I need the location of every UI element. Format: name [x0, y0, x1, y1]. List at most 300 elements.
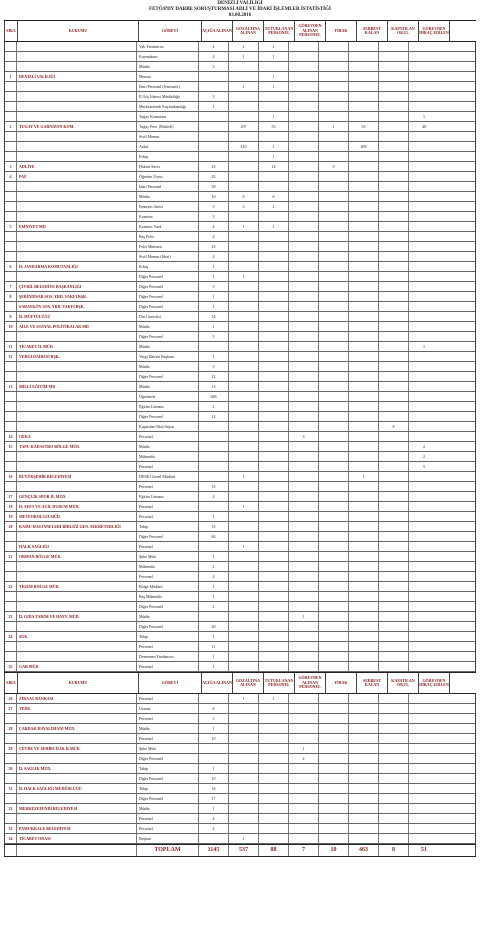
total-ihrac: 51: [421, 847, 427, 853]
row-kurum: ÇİVRİL BELEDİYE BAŞKANLIĞI: [17, 282, 137, 291]
row-value: [229, 784, 259, 793]
row-value: [229, 642, 259, 651]
row-value: 2: [199, 252, 229, 261]
row-value: [379, 662, 409, 671]
row-gorev: Personel: [137, 662, 199, 671]
row-value: [259, 312, 289, 321]
row-value: [199, 744, 229, 753]
row-kurum: [17, 652, 137, 661]
row-value: 1: [423, 344, 425, 349]
row-value: 1: [229, 694, 259, 703]
row-sira: [5, 562, 17, 571]
row-value: [379, 532, 409, 541]
table-row: [5, 452, 475, 462]
row-gorev: Tabip: [137, 632, 199, 641]
row-value: [349, 734, 379, 743]
row-value: [319, 212, 349, 221]
row-value: [259, 302, 289, 311]
row-value: 1: [199, 764, 229, 773]
row-value: [289, 764, 319, 773]
row-sira: 5: [5, 222, 17, 231]
row-value: [349, 222, 379, 231]
row-value: [349, 704, 379, 713]
row-value: [319, 632, 349, 641]
row-sira: 1: [5, 72, 17, 81]
row-value: [349, 72, 379, 81]
row-kurum: [17, 794, 137, 803]
row-value: [379, 784, 409, 793]
row-value: 6: [259, 192, 289, 201]
row-kurum: TAPU KADASTRO BÖLGE MÜD.: [17, 442, 137, 451]
row-value: [409, 132, 439, 141]
row-gorev: Personel: [137, 814, 199, 823]
row-sira: 23: [5, 612, 17, 621]
row-value: [229, 612, 259, 621]
table-row: [5, 142, 475, 152]
row-value: [289, 582, 319, 591]
row-kurum: [17, 622, 137, 631]
row-value: [289, 502, 319, 511]
header-sira: SIRA: [4, 673, 18, 693]
row-gorev: Kaymakam: [137, 52, 199, 61]
row-value: 23: [199, 242, 229, 251]
row-kurum: [17, 372, 137, 381]
row-value: [289, 392, 319, 401]
row-value: [229, 632, 259, 641]
row-value: 1: [199, 322, 229, 331]
row-value: [259, 814, 289, 823]
row-value: [319, 582, 349, 591]
row-value: [409, 794, 439, 803]
row-gorev: Müdür: [137, 442, 199, 451]
table-row: [5, 662, 475, 672]
row-sira: [5, 332, 17, 341]
row-gorev: Merkezefendi Kaymakamlığı: [137, 102, 199, 111]
row-value: [409, 382, 439, 391]
row-value: [259, 62, 289, 71]
row-kurum: ADLİYE: [17, 162, 137, 171]
row-value: 5: [199, 362, 229, 371]
row-value: [259, 602, 289, 611]
row-value: [379, 482, 409, 491]
row-value: [199, 422, 229, 431]
row-value: [229, 572, 259, 581]
row-value: [379, 382, 409, 391]
row-gorev: Müdür: [137, 342, 199, 351]
row-value: [379, 192, 409, 201]
row-value: [379, 332, 409, 341]
row-value: [349, 102, 379, 111]
row-value: [229, 522, 259, 531]
table-row: [5, 572, 475, 582]
row-value: 1: [199, 302, 229, 311]
row-value: [259, 422, 289, 431]
row-value: 2: [289, 754, 319, 763]
row-kurum: [17, 142, 137, 151]
row-value: [379, 102, 409, 111]
row-gorev: Vali Yardımcısı: [137, 42, 199, 51]
row-value: [229, 92, 259, 101]
row-value: [229, 162, 259, 171]
table-row: [5, 92, 475, 102]
row-kurum: [17, 422, 137, 431]
row-value: [289, 292, 319, 301]
row-kurum: İL GIDA TARIM VE HAYV. MÜD.: [17, 612, 137, 621]
totals-spacer: [5, 845, 17, 856]
row-gorev: Müdür: [137, 804, 199, 813]
row-value: [289, 704, 319, 713]
row-value: [229, 102, 259, 111]
row-value: [409, 202, 439, 211]
row-value: [409, 282, 439, 291]
row-value: [199, 452, 229, 461]
row-value: 10: [199, 734, 229, 743]
row-kurum: DENİZLİ VALİLİĞİ: [17, 72, 137, 81]
table-row: [5, 292, 475, 302]
row-gorev: Komiser: [137, 212, 199, 221]
row-value: [229, 824, 259, 833]
row-value: [379, 704, 409, 713]
row-sira: 4: [5, 172, 17, 181]
row-value: [289, 322, 319, 331]
row-kurum: [17, 82, 137, 91]
row-value: [229, 72, 259, 81]
row-gorev: Eğitim Uzmanı: [137, 402, 199, 411]
row-gorev: Diğer Personel: [137, 372, 199, 381]
row-value: [409, 332, 439, 341]
row-sira: [5, 642, 17, 651]
row-kurum: [17, 212, 137, 221]
row-sira: 24: [5, 632, 17, 641]
row-sira: [5, 714, 17, 723]
row-value: [319, 342, 349, 351]
row-sira: 34: [5, 834, 17, 843]
row-value: [199, 432, 229, 441]
row-gorev: Personel: [137, 432, 199, 441]
row-value: [289, 602, 319, 611]
row-value: [259, 562, 289, 571]
row-value: [229, 362, 259, 371]
row-value: [289, 82, 319, 91]
header-aciga: AÇIĞA ALINAN: [202, 673, 233, 693]
row-value: [379, 814, 409, 823]
row-value: [349, 612, 379, 621]
row-sira: 11: [5, 342, 17, 351]
row-value: [379, 512, 409, 521]
header-serbest: SERBEST KALAN: [357, 673, 388, 693]
row-value: [319, 662, 349, 671]
row-kurum: [17, 592, 137, 601]
row-value: [349, 352, 379, 361]
row-value: [409, 774, 439, 783]
row-gorev: Tuğay Pers. (Rütbeli): [137, 122, 199, 131]
title-line-2: FETÖ/PDY DARBE SORUŞTURMASI ADLİ VE İDARİ İŞLEMLER İSTATİSTİĞİ: [149, 7, 331, 12]
row-value: 2: [199, 492, 229, 501]
row-kurum: [17, 272, 137, 281]
row-value: [229, 242, 259, 251]
row-value: [319, 412, 349, 421]
row-sira: 27: [5, 704, 17, 713]
row-kurum: [17, 412, 137, 421]
row-value: [229, 622, 259, 631]
row-gorev: Tabip: [137, 522, 199, 531]
row-sira: [5, 532, 17, 541]
row-value: [289, 192, 319, 201]
row-value: [349, 582, 379, 591]
row-value: [409, 92, 439, 101]
row-value: [229, 292, 259, 301]
row-value: [259, 352, 289, 361]
row-value: [259, 232, 289, 241]
row-value: [289, 694, 319, 703]
row-value: [349, 432, 379, 441]
row-value: [319, 542, 349, 551]
row-value: [199, 152, 229, 161]
table-row: [5, 522, 475, 532]
row-value: [319, 352, 349, 361]
row-value: 5: [199, 202, 229, 211]
row-sira: [5, 102, 17, 111]
table-row: [5, 112, 475, 122]
row-value: [319, 482, 349, 491]
row-value: [349, 192, 379, 201]
table-row: [5, 252, 475, 262]
row-value: [229, 152, 259, 161]
row-value: [289, 422, 319, 431]
row-value: [259, 642, 289, 651]
row-sira: [5, 652, 17, 661]
row-gorev: Müdür: [137, 612, 199, 621]
row-value: [349, 62, 379, 71]
row-value: [319, 774, 349, 783]
row-gorev: Diğer Personel: [137, 602, 199, 611]
row-value: [379, 172, 409, 181]
row-value: [289, 442, 319, 451]
row-sira: 17: [5, 492, 17, 501]
row-value: [319, 714, 349, 723]
row-value: [349, 202, 379, 211]
row-value: 16: [199, 784, 229, 793]
row-gorev: Mühendis: [137, 452, 199, 461]
row-value: [409, 352, 439, 361]
row-value: [259, 744, 289, 753]
row-value: [229, 804, 259, 813]
header-kurum: KURUMU: [18, 673, 139, 693]
row-value: [259, 734, 289, 743]
row-value: [229, 182, 259, 191]
row-kurum: SARAYKÖY SOS. YRD. VAKFI BŞK.: [17, 302, 137, 311]
row-sira: [5, 362, 17, 371]
row-value: [379, 152, 409, 161]
row-value: 107: [229, 122, 259, 131]
row-gorev: Tabip: [137, 784, 199, 793]
row-value: [349, 552, 379, 561]
row-gorev: Personel: [137, 542, 199, 551]
row-value: [259, 212, 289, 221]
row-value: [409, 652, 439, 661]
row-value: 20: [199, 622, 229, 631]
row-value: [289, 92, 319, 101]
row-value: [289, 492, 319, 501]
row-value: 23: [199, 162, 229, 171]
row-value: [289, 472, 319, 481]
row-value: [289, 714, 319, 723]
row-kurum: TEDK: [17, 704, 137, 713]
row-value: [409, 422, 439, 431]
table-row: [5, 532, 475, 542]
row-value: 2: [259, 42, 289, 51]
row-value: 1: [259, 112, 289, 121]
header-ihrac: GÖREVDEN İHRAÇ EDİLEN: [419, 673, 450, 693]
row-value: [259, 824, 289, 833]
row-gorev: İdari Personel: [137, 182, 199, 191]
row-value: [349, 272, 379, 281]
table-row: [5, 172, 475, 182]
row-value: [349, 52, 379, 61]
row-value: [349, 232, 379, 241]
row-value: [409, 162, 439, 171]
row-value: [259, 442, 289, 451]
row-value: 2: [199, 572, 229, 581]
row-sira: [5, 602, 17, 611]
row-value: [409, 824, 439, 833]
row-kurum: TİCARET İL MÜD: [17, 342, 137, 351]
row-value: [289, 152, 319, 161]
row-value: 1: [259, 82, 289, 91]
row-kurum: ÇEVRE VE ŞEHİRCİLİK İLMÜD.: [17, 744, 137, 753]
row-value: [229, 232, 259, 241]
header-serbest: SERBEST KALAN: [357, 21, 388, 41]
row-value: 1: [259, 142, 289, 151]
row-value: 6: [229, 192, 259, 201]
row-kurum: [17, 392, 137, 401]
row-value: [349, 152, 379, 161]
row-value: 1: [229, 272, 259, 281]
row-sira: [5, 192, 17, 201]
table-row: [5, 744, 475, 754]
row-value: [289, 734, 319, 743]
row-value: [289, 362, 319, 371]
row-gorev: Diğer Personel: [137, 292, 199, 301]
row-sira: 9: [5, 312, 17, 321]
row-kurum: İL JANDARMA KOMUTANLIĞI: [17, 262, 137, 271]
row-value: [229, 262, 259, 271]
row-value: [229, 252, 259, 261]
totals-row: [4, 844, 476, 857]
row-value: [379, 72, 409, 81]
row-value: [319, 132, 349, 141]
table-row: [5, 714, 475, 724]
table-body-2: [4, 694, 476, 844]
row-value: [289, 342, 319, 351]
row-kurum: TUGAY VE GARNİZON KOM.: [17, 122, 137, 131]
row-gorev: Diğer Personel: [137, 774, 199, 783]
row-value: 2: [423, 444, 425, 449]
row-value: 2: [229, 42, 259, 51]
row-kurum: MİLLİ EĞİTİM MD: [17, 382, 137, 391]
table-row: [5, 132, 475, 142]
row-value: 1: [199, 632, 229, 641]
row-value: [379, 562, 409, 571]
row-value: [379, 612, 409, 621]
row-kurum: [17, 232, 137, 241]
row-value: [319, 522, 349, 531]
row-sira: [5, 402, 17, 411]
row-value: [349, 572, 379, 581]
row-value: [409, 704, 439, 713]
row-value: [349, 402, 379, 411]
row-value: [259, 172, 289, 181]
row-value: [319, 272, 349, 281]
row-kurum: [17, 42, 137, 51]
row-sira: [5, 92, 17, 101]
row-kurum: VERGİ DAİRESİ BŞK.: [17, 352, 137, 361]
row-value: [379, 52, 409, 61]
row-value: [409, 222, 439, 231]
table-row: [5, 282, 475, 292]
row-value: [319, 72, 349, 81]
row-value: [379, 744, 409, 753]
row-value: [379, 272, 409, 281]
row-sira: 30: [5, 764, 17, 773]
row-value: [379, 582, 409, 591]
row-value: [289, 72, 319, 81]
header-firar: FİRAR: [326, 21, 357, 41]
row-value: [379, 232, 409, 241]
row-value: 2: [259, 202, 289, 211]
table-header: [4, 20, 476, 42]
row-value: [379, 804, 409, 813]
row-sira: 8: [5, 292, 17, 301]
row-value: 1: [229, 222, 259, 231]
row-value: [229, 172, 259, 181]
row-value: [409, 432, 439, 441]
table-row: [5, 834, 475, 844]
row-value: [409, 62, 439, 71]
row-value: [229, 532, 259, 541]
table-row: [5, 52, 475, 62]
row-value: [409, 312, 439, 321]
row-value: [349, 462, 379, 471]
row-value: [319, 704, 349, 713]
table-row: [5, 632, 475, 642]
row-gorev: Uzman: [137, 704, 199, 713]
row-kurum: [17, 92, 137, 101]
row-sira: 26: [5, 694, 17, 703]
row-sira: 13: [5, 382, 17, 391]
table-row: [5, 42, 475, 52]
row-value: [379, 764, 409, 773]
row-value: [229, 412, 259, 421]
row-value: [319, 322, 349, 331]
row-value: [379, 734, 409, 743]
row-value: [379, 714, 409, 723]
row-value: [379, 132, 409, 141]
table-row: [5, 442, 475, 452]
row-value: [409, 152, 439, 161]
row-value: [349, 132, 379, 141]
row-gorev: Diğer Personel: [137, 272, 199, 281]
row-value: [379, 292, 409, 301]
row-value: [409, 392, 439, 401]
row-value: [199, 694, 229, 703]
row-gorev: Erbaş: [137, 152, 199, 161]
row-value: [379, 352, 409, 361]
row-gorev: Müdür: [137, 724, 199, 733]
row-value: [319, 622, 349, 631]
table-row: [5, 232, 475, 242]
title-line-1: DENİZLİ VALİLİĞİ: [217, 1, 263, 6]
